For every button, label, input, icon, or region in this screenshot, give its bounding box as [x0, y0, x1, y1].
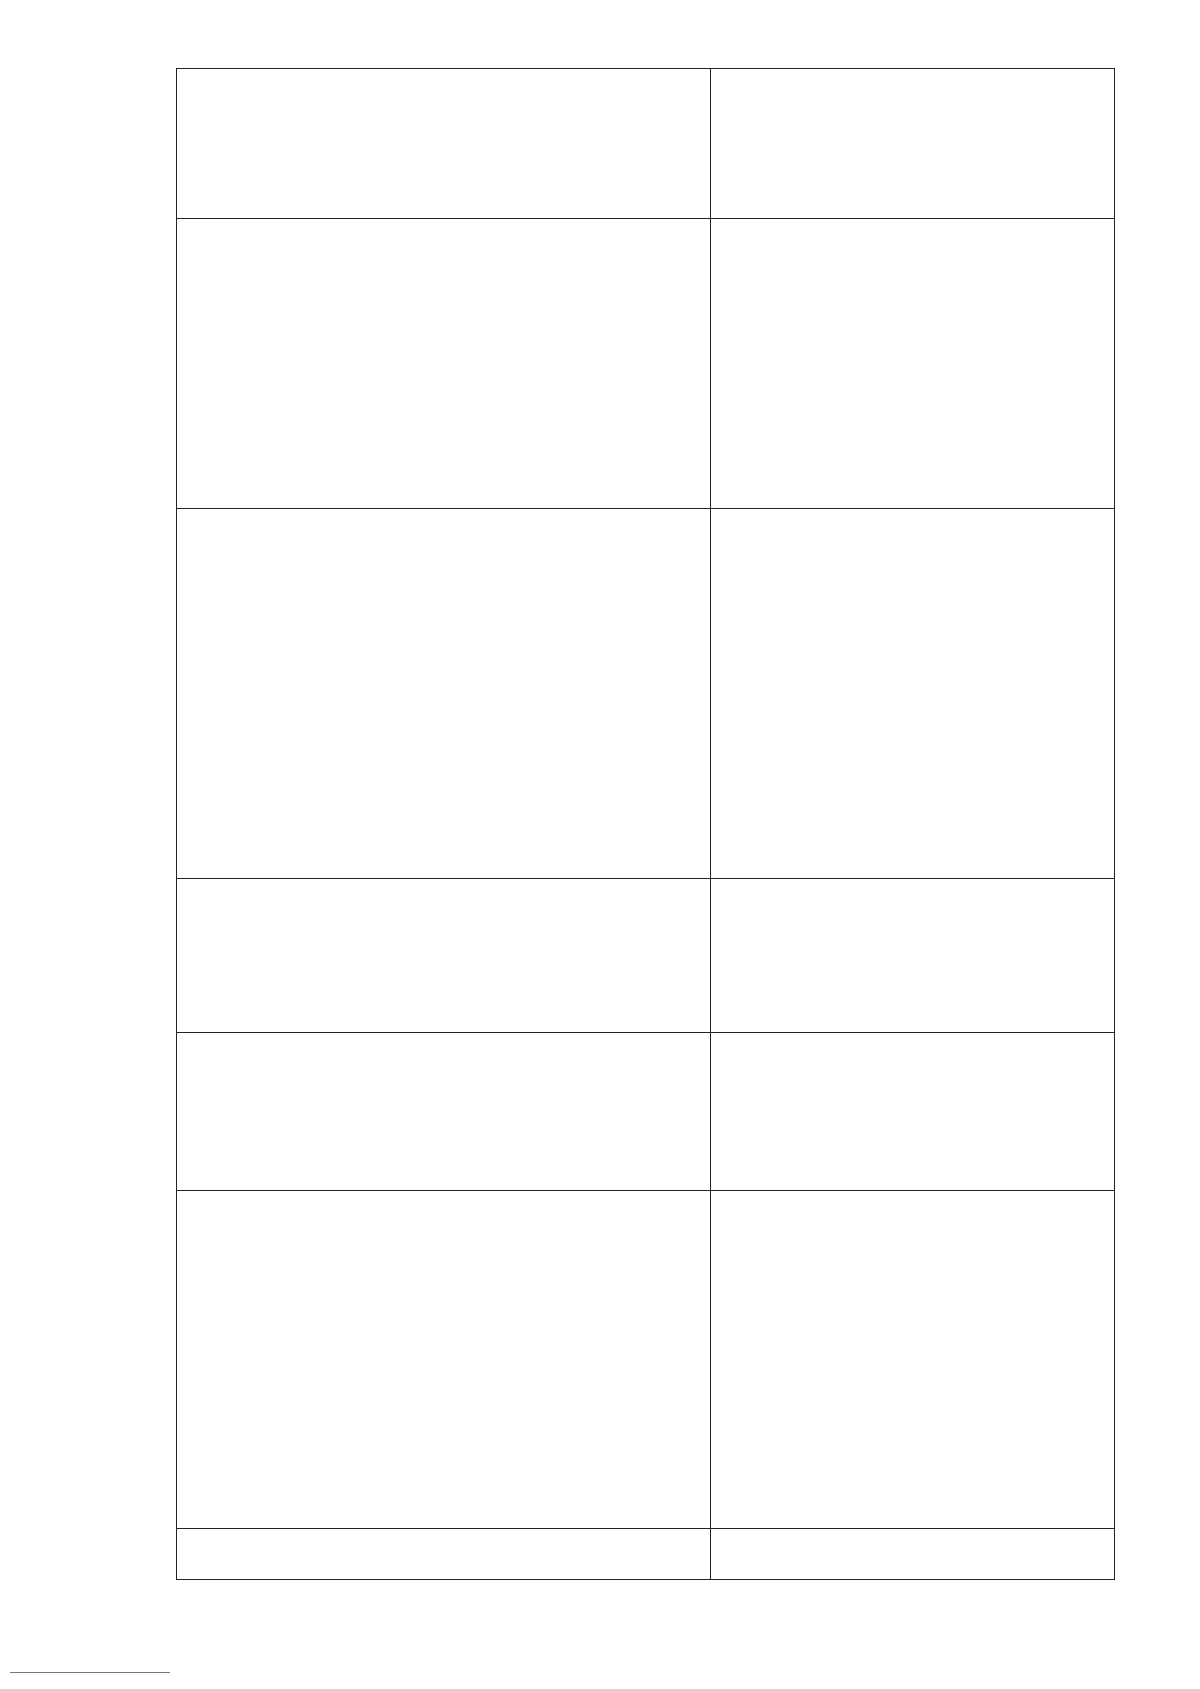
row-type-cell	[714, 68, 924, 218]
end-date-cell	[710, 878, 930, 1032]
row-responsible-cell	[710, 508, 1115, 878]
col-divider-end	[176, 878, 1115, 879]
row-result-cell	[710, 218, 1115, 508]
row-number-cell	[710, 1528, 1115, 1580]
col-divider-start	[176, 1032, 1115, 1033]
start-date-cell	[710, 1032, 930, 1190]
prev-description-cell	[176, 1190, 710, 1528]
scan-mark-left	[10, 1672, 170, 1673]
prev-result-cell	[176, 218, 336, 508]
prev-responsible-cell	[176, 508, 612, 878]
row-description-cell	[710, 1190, 1115, 1528]
